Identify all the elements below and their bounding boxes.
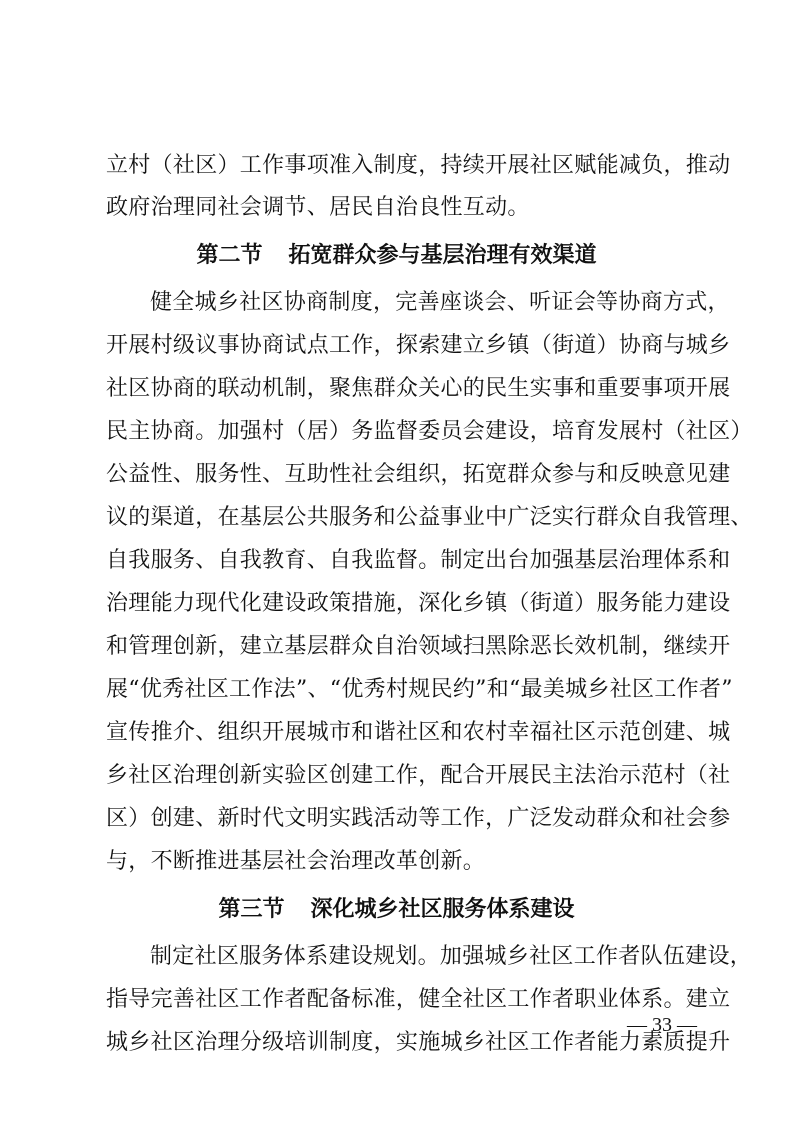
paragraph-line: 健全城乡社区协商制度，完善座谈会、听证会等协商方式， xyxy=(150,290,730,315)
paragraph-line: 城乡社区治理分级培训制度，实施城乡社区工作者能力素质提升 xyxy=(106,1030,731,1055)
section-title: 深化城乡社区服务体系建设 xyxy=(310,897,575,922)
paragraph-line: 乡社区治理创新实验区创建工作，配合开展民主法治示范村（社 xyxy=(106,763,731,788)
paragraph-line: 民主协商。加强村（居）务监督委员会建设，培育发展村（社区） xyxy=(106,419,753,444)
section-title: 拓宽群众参与基层治理有效渠道 xyxy=(288,243,597,268)
paragraph-line: 与，不断推进基层社会治理改革创新。 xyxy=(106,849,486,874)
page-number: — 33 — xyxy=(627,1014,697,1036)
paragraph-line: 和管理创新，建立基层群众自治领域扫黑除恶长效机制，继续开 xyxy=(106,634,731,659)
section-heading xyxy=(0,897,793,923)
paragraph-line: 制定社区服务体系建设规划。加强城乡社区工作者队伍建设， xyxy=(150,944,753,969)
section-heading xyxy=(0,243,793,269)
paragraph-line: 指导完善社区工作者配备标准，健全社区工作者职业体系。建立 xyxy=(106,987,731,1012)
paragraph-line: 议的渠道，在基层公共服务和公益事业中广泛实行群众自我管理、 xyxy=(106,505,753,530)
paragraph-line: 社区协商的联动机制，聚焦群众关心的民生实事和重要事项开展 xyxy=(106,376,731,401)
paragraph-line: 公益性、服务性、互助性社会组织，拓宽群众参与和反映意见建 xyxy=(106,462,731,487)
section-number: 第三节 xyxy=(218,897,285,922)
paragraph-line: 开展村级议事协商试点工作，探索建立乡镇（街道）协商与城乡 xyxy=(106,333,731,358)
paragraph-line: 立村（社区）工作事项准入制度，持续开展社区赋能减负，推动 xyxy=(106,153,731,178)
paragraph-line: 展“优秀社区工作法”、“优秀村规民约”和“最美城乡社区工作者” xyxy=(106,677,733,702)
paragraph-line: 自我服务、自我教育、自我监督。制定出台加强基层治理体系和 xyxy=(106,548,731,573)
section-number: 第二节 xyxy=(196,243,263,268)
paragraph-line: 宣传推介、组织开展城市和谐社区和农村幸福社区示范创建、城 xyxy=(106,720,731,745)
paragraph-line: 区）创建、新时代文明实践活动等工作，广泛发动群众和社会参 xyxy=(106,806,731,831)
paragraph-line: 治理能力现代化建设政策措施，深化乡镇（街道）服务能力建设 xyxy=(106,591,731,616)
paragraph-line: 政府治理同社会调节、居民自治良性互动。 xyxy=(106,195,530,220)
